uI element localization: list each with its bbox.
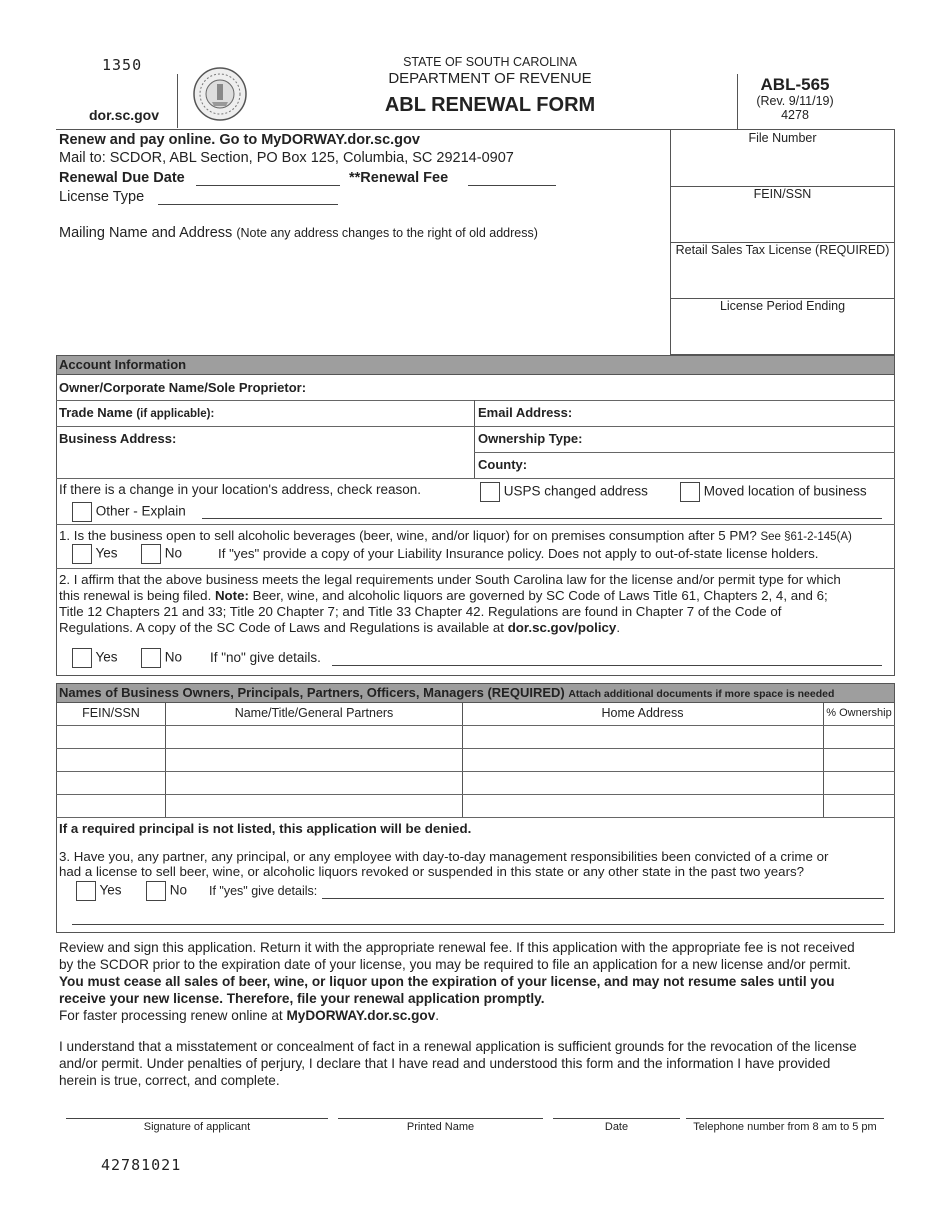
form-revision: (Rev. 9/11/19)	[756, 94, 834, 108]
q3-yes-checkbox[interactable]	[76, 881, 96, 901]
printed-name-field[interactable]	[338, 1118, 543, 1119]
owners-heading: Names of Business Owners, Principals, Partners, Officers, Managers (REQUIRED) Attach additional documents if more space is needed	[59, 685, 835, 700]
q3-yes-option[interactable]: Yes	[76, 881, 122, 901]
website-label: dor.sc.gov	[89, 107, 160, 123]
state-seal-icon	[192, 66, 248, 122]
other-checkbox[interactable]	[72, 502, 92, 522]
signature-field[interactable]	[66, 1118, 328, 1119]
q3-details-label: If "yes" give details:	[209, 884, 318, 898]
telephone-label: Telephone number from 8 am to 5 pm	[693, 1121, 877, 1133]
usps-changed-option[interactable]: USPS changed address	[480, 482, 648, 502]
email-label: Email Address:	[478, 405, 573, 420]
q3-no-option[interactable]: No	[146, 881, 187, 901]
form-number: 4278	[781, 108, 809, 122]
renewal-fee-label: **Renewal Fee	[349, 170, 449, 186]
business-address-label: Business Address:	[59, 431, 177, 446]
col-home-address: Home Address	[601, 706, 684, 720]
online-renewal-text: Renew and pay online. Go to MyDORWAY.dor.sc.gov	[59, 132, 420, 148]
col-fein-ssn: FEIN/SSN	[82, 706, 140, 720]
state-name: STATE OF SOUTH CAROLINA	[403, 55, 577, 69]
header-divider	[177, 74, 178, 128]
q3-details-field[interactable]	[322, 898, 884, 899]
form-title: ABL RENEWAL FORM	[384, 94, 596, 116]
date-label: Date	[604, 1121, 629, 1133]
ownership-type-label: Ownership Type:	[478, 431, 583, 446]
principal-warning: If a required principal is not listed, this application will be denied.	[59, 821, 472, 836]
table-row[interactable]	[56, 748, 895, 749]
q2-yes-checkbox[interactable]	[72, 648, 92, 668]
retail-sales-tax-label: Retail Sales Tax License (REQUIRED)	[675, 243, 890, 257]
owner-name-label: Owner/Corporate Name/Sole Proprietor:	[59, 380, 307, 395]
trade-name-label: Trade Name (if applicable):	[59, 405, 215, 420]
table-row[interactable]	[56, 794, 895, 795]
question-1-text: 1. Is the business open to sell alcoholic beverages (beer, wine, and/or liquor) for on premises consumption after 5 PM? See §61-2-145(A)	[59, 528, 852, 543]
fein-ssn-label: FEIN/SSN	[753, 187, 812, 201]
change-prompt: If there is a change in your location's address, check reason.	[59, 482, 422, 497]
perjury-declaration: I understand that a misstatement or concealment of fact in a renewal application is sufficient grounds for the revocation of the license and/or permit. Under penalties of perjury, I declare that I have read and understood this form and the information I have provided herein is true, correct, and complete.	[59, 1039, 857, 1088]
moved-location-option[interactable]: Moved location of business	[680, 482, 867, 502]
mail-to-text: Mail to: SCDOR, ABL Section, PO Box 125, Columbia, SC 29214-0907	[59, 150, 514, 166]
footer-code: 42781021	[101, 1156, 182, 1174]
q1-yes-option[interactable]: Yes	[72, 544, 118, 564]
renewal-due-date-label: Renewal Due Date	[59, 170, 185, 186]
file-number-label: File Number	[748, 131, 817, 145]
telephone-field[interactable]	[686, 1118, 884, 1119]
date-field[interactable]	[553, 1118, 680, 1119]
table-row[interactable]	[56, 817, 895, 818]
signature-label: Signature of applicant	[143, 1121, 251, 1133]
account-heading: Account Information	[59, 357, 187, 372]
table-row[interactable]	[56, 771, 895, 772]
mailing-address-label: Mailing Name and Address (Note any address changes to the right of old address)	[59, 225, 538, 241]
q2-details-field[interactable]	[332, 665, 882, 666]
usps-checkbox[interactable]	[480, 482, 500, 502]
q1-no-option[interactable]: No	[141, 544, 182, 564]
county-label: County:	[478, 457, 528, 472]
q1-note: If "yes" provide a copy of your Liability Insurance policy. Does not apply to out-of-state license holders.	[218, 546, 819, 561]
license-type-label: License Type	[59, 189, 145, 205]
form-id: ABL-565	[760, 75, 830, 94]
q3-details-field-2[interactable]	[72, 924, 884, 925]
q2-yes-option[interactable]: Yes	[72, 648, 118, 668]
q1-yes-checkbox[interactable]	[72, 544, 92, 564]
renewal-due-date-field[interactable]	[196, 185, 340, 186]
renewal-fee-field[interactable]	[468, 185, 556, 186]
question-2-text: 2. I affirm that the above business meets the legal requirements under South Carolina law for the license and/or permit type for which this renewal is being filed. Note: Beer, wine, and alcoholic liquors are governed by SC Code of Laws Title 61, Chapters 2, 4, and 6; Title 12 Chapters 21 and 33; Title 20 Chapter 7; and Title 33 Chapter 42. Regulations are found in Chapter 7 of the Code of Regulations. A copy of the SC Code of Laws and Regulations is available at dor.sc.gov/policy.	[59, 572, 841, 635]
q2-details-label: If "no" give details.	[210, 650, 321, 665]
department-name: DEPARTMENT OF REVENUE	[388, 70, 592, 87]
col-ownership: % Ownership	[826, 707, 892, 719]
license-period-ending-label: License Period Ending	[719, 299, 846, 313]
form-id-divider	[737, 74, 738, 130]
q3-no-checkbox[interactable]	[146, 881, 166, 901]
question-3-text: 3. Have you, any partner, any principal, or any employee with day-to-day management responsibilities been convicted of a crime or had a license to sell beer, wine, or alcoholic liquors revoked or suspended in this state or any other state in the past two years?	[59, 849, 829, 879]
review-instructions: Review and sign this application. Return it with the appropriate renewal fee. If this application with the appropriate fee is not received by the SCDOR prior to the expiration date of your license, you may be required to file an application for a new license and/or permit. You must cease all sales of beer, wine, or liquor upon the expiration of your license, and may not resume sales until you receive your new license. Therefore, file your renewal application promptly. For faster processing renew online at MyDORWAY.dor.sc.gov.	[59, 940, 855, 1023]
form-code-top: 1350	[102, 56, 143, 74]
q2-no-option[interactable]: No	[141, 648, 182, 668]
printed-name-label: Printed Name	[406, 1121, 475, 1133]
moved-checkbox[interactable]	[680, 482, 700, 502]
other-explain-option[interactable]: Other - Explain	[72, 502, 186, 522]
q1-no-checkbox[interactable]	[141, 544, 161, 564]
q2-no-checkbox[interactable]	[141, 648, 161, 668]
other-explain-field[interactable]	[202, 518, 882, 519]
col-name-title: Name/Title/General Partners	[234, 706, 394, 720]
license-type-field[interactable]	[158, 204, 338, 205]
